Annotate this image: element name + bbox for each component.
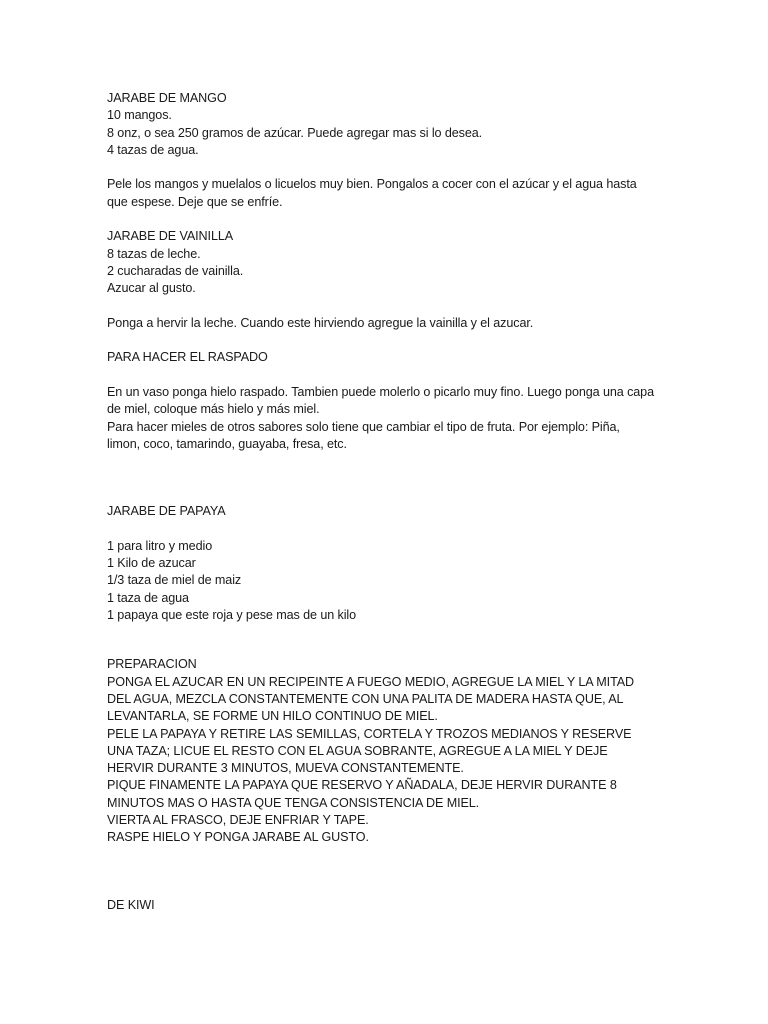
papaya-prep-line: MINUTOS MAS O HASTA QUE TENGA CONSISTENCIA DE MIEL. bbox=[107, 795, 480, 810]
mango-instruction: Pele los mangos y muelalos o licuelos muy bien. Pongalos a cocer con el azúcar y el agua hasta bbox=[107, 177, 637, 192]
papaya-prep-line: HERVIR DURANTE 3 MINUTOS, MUEVA CONSTANTEMENTE. bbox=[107, 761, 464, 776]
kiwi-title: DE KIWI bbox=[107, 897, 155, 912]
raspado-section bbox=[107, 349, 667, 453]
raspado-line: En un vaso ponga hielo raspado. Tambien puede molerlo o picarlo muy fino. Luego ponga una capa bbox=[107, 385, 654, 400]
vainilla-recipe bbox=[107, 228, 667, 332]
papaya-ingredient: 1/3 taza de miel de maiz bbox=[107, 573, 242, 588]
papaya-prep-title: PREPARACION bbox=[107, 657, 197, 672]
papaya-prep-line: UNA TAZA; LICUE EL RESTO CON EL AGUA SOBRANTE, AGREGUE A LA MIEL Y DEJE bbox=[107, 743, 608, 758]
papaya-prep-line: PONGA EL AZUCAR EN UN RECIPEINTE A FUEGO MEDIO, AGREGUE LA MIEL Y LA MITAD bbox=[107, 674, 635, 689]
papaya-title: JARABE DE PAPAYA bbox=[107, 504, 226, 519]
papaya-ingredient: 1 para litro y medio bbox=[107, 538, 213, 553]
kiwi-recipe bbox=[107, 897, 667, 914]
papaya-prep-line: PIQUE FINAMENTE LA PAPAYA QUE RESERVO Y AÑADALA, DEJE HERVIR DURANTE 8 bbox=[107, 778, 617, 793]
raspado-line: limon, coco, tamarindo, guayaba, fresa, etc. bbox=[107, 436, 347, 451]
papaya-prep-line: VIERTA AL FRASCO, DEJE ENFRIAR Y TAPE. bbox=[107, 812, 369, 827]
papaya-ingredient: 1 papaya que este roja y pese mas de un kilo bbox=[107, 608, 357, 623]
papaya-prep-line: PELE LA PAPAYA Y RETIRE LAS SEMILLAS, CORTELA Y TROZOS MEDIANOS Y RESERVE bbox=[107, 726, 632, 741]
mango-ingredient: 10 mangos. bbox=[107, 108, 172, 123]
mango-ingredient: 4 tazas de agua. bbox=[107, 142, 199, 157]
mango-instruction: que espese. Deje que se enfríe. bbox=[107, 194, 283, 209]
vainilla-instruction: Ponga a hervir la leche. Cuando este hirviendo agregue la vainilla y el azucar. bbox=[107, 315, 534, 330]
vainilla-title: JARABE DE VAINILLA bbox=[107, 229, 234, 244]
vainilla-ingredient: Azucar al gusto. bbox=[107, 281, 196, 296]
papaya-prep-line: RASPE HIELO Y PONGA JARABE AL GUSTO. bbox=[107, 830, 369, 845]
mango-recipe bbox=[107, 90, 667, 211]
document-page bbox=[107, 90, 667, 914]
papaya-ingredient: 1 taza de agua bbox=[107, 590, 189, 605]
mango-ingredient: 8 onz, o sea 250 gramos de azúcar. Puede agregar mas si lo desea. bbox=[107, 125, 483, 140]
papaya-prep-line: LEVANTARLA, SE FORME UN HILO CONTINUO DE MIEL. bbox=[107, 709, 438, 724]
mango-title: JARABE DE MANGO bbox=[107, 91, 227, 105]
papaya-prep-line: DEL AGUA, MEZCLA CONSTANTEMENTE CON UNA PALITA DE MADERA HASTA QUE, AL bbox=[107, 691, 624, 706]
vainilla-ingredient: 8 tazas de leche. bbox=[107, 246, 201, 261]
vainilla-ingredient: 2 cucharadas de vainilla. bbox=[107, 263, 244, 278]
raspado-line: de miel, coloque más hielo y más miel. bbox=[107, 402, 320, 417]
raspado-line: Para hacer mieles de otros sabores solo tiene que cambiar el tipo de fruta. Por ejemplo: Piña, bbox=[107, 419, 620, 434]
papaya-recipe bbox=[107, 503, 667, 846]
raspado-title: PARA HACER EL RASPADO bbox=[107, 350, 268, 365]
papaya-ingredient: 1 Kilo de azucar bbox=[107, 556, 196, 571]
